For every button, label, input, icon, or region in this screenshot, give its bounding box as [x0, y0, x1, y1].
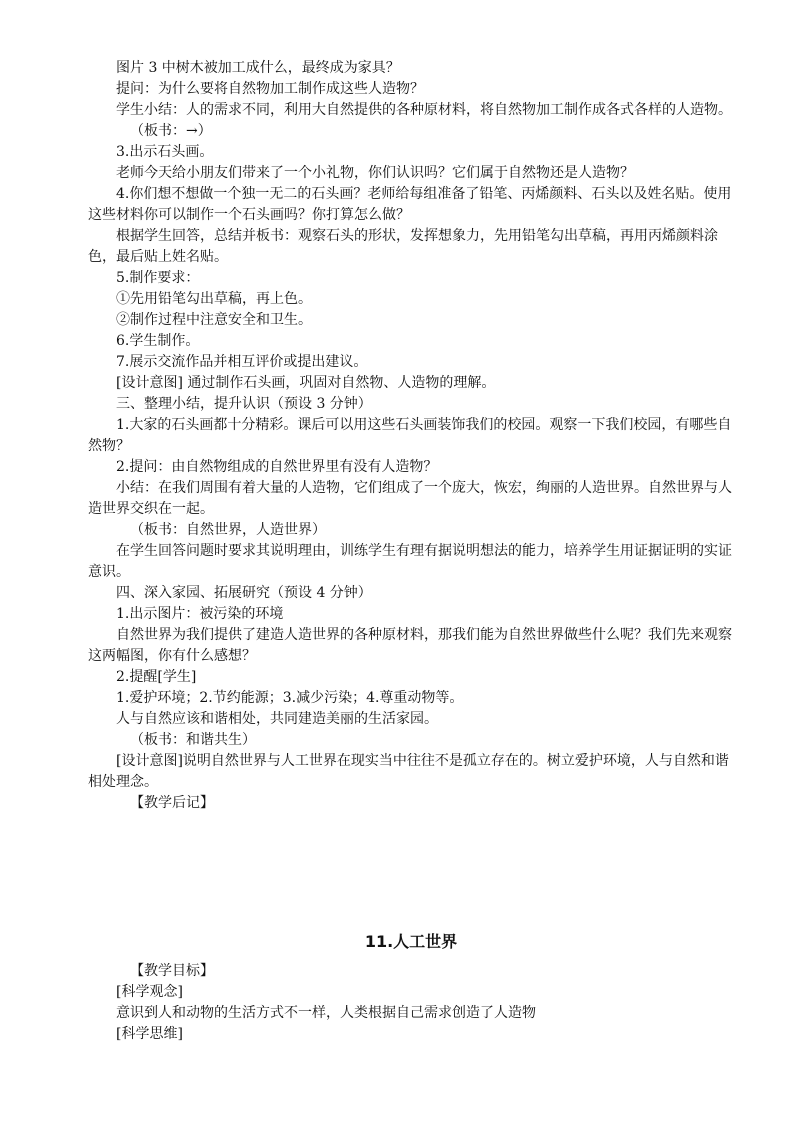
paragraph: 学生小结：人的需求不同，利用大自然提供的各种原材料，将自然物加工制作成各式各样的人造物。 — [116, 102, 732, 118]
blank-space — [88, 814, 734, 929]
section-heading: 四、深入家园、拓展研究（预设 4 分钟） — [116, 585, 372, 601]
paragraph: ②制作过程中注意安全和卫生。 — [116, 312, 312, 328]
paragraph: 1.大家的石头画都十分精彩。课后可以用这些石头画装饰我们的校园。观察一下我们校园，有哪些自然物？ — [88, 417, 732, 454]
teaching-objectives-heading: 【教学目标】 — [130, 963, 214, 979]
design-intent: [设计意图] 通过制作石头画，巩固对自然物、人造物的理解。 — [116, 375, 496, 391]
paragraph: 7.展示交流作品并相互评价或提出建议。 — [116, 354, 368, 370]
paragraph: 小结：在我们周围有着大量的人造物，它们组成了一个庞大，恢宏，绚丽的人造世界。自然世界与人造世界交织在一起。 — [88, 480, 732, 517]
paragraph: 1.爱护环境；2.节约能源；3.减少污染；4.尊重动物等。 — [116, 690, 464, 706]
subsection-heading: [科学观念] — [116, 984, 183, 1000]
paragraph: 自然世界为我们提供了建造人造世界的各种原材料，那我们能为自然世界做些什么呢？我们先来观察这两幅图，你有什么感想？ — [88, 627, 732, 664]
paragraph: 2.提醒[学生] — [116, 669, 197, 685]
paragraph: 5.制作要求： — [116, 270, 200, 286]
paragraph: 图片 3 中树木被加工成什么，最终成为家具？ — [116, 60, 400, 76]
paragraph: 4.你们想不想做一个独一无二的石头画？老师给每组准备了铅笔、丙烯颜料、石头以及姓名贴。使用这些材料你可以制作一个石头画吗？你打算怎么做？ — [88, 186, 732, 223]
paragraph: 在学生回答问题时要求其说明理由，训练学生有理有据说明想法的能力，培养学生用证据证明的实证意识。 — [88, 543, 732, 580]
paragraph: ①先用铅笔勾出草稿，再上色。 — [116, 291, 312, 307]
paragraph: 3.出示石头画。 — [116, 144, 214, 160]
design-intent: [设计意图]说明自然世界与人工世界在现实当中往往不是孤立存在的。树立爱护环境，人与自然和谐相处理念。 — [88, 753, 729, 790]
paragraph: 老师今天给小朋友们带来了一个小礼物，你们认识吗？它们属于自然物还是人造物？ — [116, 165, 634, 181]
subsection-heading: [科学思维] — [116, 1026, 183, 1042]
section-heading: 三、整理小结，提升认识（预设 3 分钟） — [116, 396, 372, 412]
paragraph: 人与自然应该和谐相处，共同建造美丽的生活家园。 — [116, 711, 438, 727]
board-note: （板书：和谐共生） — [130, 732, 256, 748]
section-title: 11.人工世界 — [364, 932, 458, 951]
paragraph: 2.提问：由自然物组成的自然世界里有没有人造物？ — [116, 459, 438, 475]
paragraph: 意识到人和动物的生活方式不一样，人类根据自己需求创造了人造物 — [116, 1005, 536, 1021]
paragraph: 提问：为什么要将自然物加工制作成这些人造物？ — [116, 81, 424, 97]
board-note: （板书：自然世界，人造世界） — [130, 522, 326, 538]
paragraph: 根据学生回答，总结并板书：观察石头的形状，发挥想象力，先用铅笔勾出草稿，再用丙烯颜料涂色，最后贴上姓名贴。 — [88, 228, 718, 265]
board-note: （板书：→） — [130, 123, 212, 139]
paragraph: 1.出示图片：被污染的环境 — [116, 606, 284, 622]
teaching-notes-heading: 【教学后记】 — [130, 795, 214, 811]
document-content — [88, 58, 734, 1045]
paragraph: 6.学生制作。 — [116, 333, 200, 349]
